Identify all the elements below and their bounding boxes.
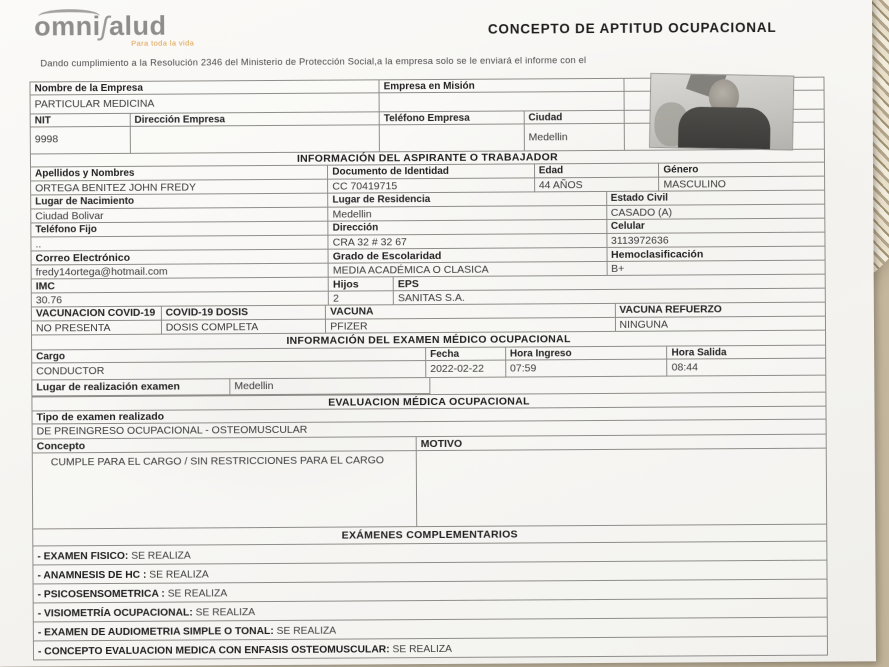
motivo-label: MOTIVO: [420, 437, 463, 451]
cargo-label: Cargo: [32, 348, 426, 362]
vacunacion-covid-value: NO PRESENTA: [32, 321, 162, 335]
lugar-examen-label: Lugar de realización examen: [32, 379, 230, 395]
telefono-fijo-label: Teléfono Fijo: [31, 222, 328, 237]
nit-label: NIT: [31, 114, 131, 127]
hijos-value: 2: [329, 291, 394, 304]
photo-shoulders: [678, 106, 771, 150]
estado-civil-value: CASADO (A): [610, 206, 673, 219]
tipo-examen-label: Tipo de examen realizado: [36, 410, 165, 424]
lugar-examen-value: Medellin: [230, 378, 430, 394]
residencia-value: Medellin: [329, 206, 607, 221]
comp-label: - EXAMEN FISICO:: [37, 550, 129, 563]
logo-s: ʃ: [100, 10, 110, 42]
ciudad-value: Medellin: [524, 124, 624, 151]
imc-value: 30.76: [32, 292, 329, 307]
nit-value: 9998: [31, 127, 131, 154]
vacuna-refuerzo-value: NINGUNA: [619, 318, 668, 331]
section-aspirante: INFORMACIÓN DEL ASPIRANTE O TRABAJADOR: [31, 150, 824, 168]
comp-label: - VISIOMETRÍA OCUPACIONAL:: [37, 607, 193, 620]
apellidos-label: Apellidos y Nombres: [31, 166, 328, 181]
documento-value: CC 70419715: [328, 178, 535, 192]
residencia-label: Lugar de Residencia: [328, 192, 606, 207]
direccion-empresa-label: Dirección Empresa: [130, 112, 379, 126]
nacimiento-label: Lugar de Nacimiento: [31, 194, 328, 209]
estado-civil-label: Estado Civil: [610, 192, 669, 204]
hijos-label: Hijos: [329, 277, 394, 290]
celular-label: Celular: [610, 220, 645, 232]
hemoclasificacion-label: Hemoclasificación: [611, 248, 704, 261]
omnisalud-logo: [34, 12, 204, 48]
imc-label: IMC: [32, 278, 329, 293]
fecha-value: 2022-02-22: [426, 361, 506, 377]
hora-salida-label: Hora Salida: [671, 347, 727, 359]
comp-label: - ANAMNESIS DE HC :: [37, 569, 147, 582]
worker-photo: [649, 73, 794, 151]
genero-value: MASCULINO: [663, 178, 726, 191]
comp-value: SE REALIZA: [192, 607, 256, 619]
tipo-examen-value: DE PREINGRESO OCUPACIONAL - OSTEOMUSCULAR: [36, 423, 308, 438]
section-examen-medico: INFORMACIÓN DEL EXAMEN MÉDICO OCUPACIONAL: [32, 331, 825, 351]
document-title: CONCEPTO DE APTITUD OCUPACIONAL: [487, 19, 777, 37]
vacunacion-covid-label: VACUNACION COVID-19: [32, 307, 162, 321]
celular-value: 3113972636: [610, 234, 669, 247]
section-evaluacion-medica: EVALUACION MÉDICA OCUPACIONAL: [32, 392, 825, 412]
eps-value: SANITAS S.A.: [397, 291, 465, 305]
motivo-value: [417, 449, 826, 526]
comp-value: SE REALIZA: [128, 550, 191, 562]
empresa-mision-value: [380, 92, 624, 111]
hora-ingreso-label: Hora Ingreso: [506, 347, 668, 360]
form-table: [29, 77, 828, 661]
covid-dosis-label: COVID-19 DOSIS: [162, 306, 327, 320]
vacuna-label: VACUNA: [326, 304, 615, 319]
vacuna-value: PFIZER: [326, 318, 615, 333]
comp-label: - PSICOSENSOMETRICA :: [37, 588, 165, 601]
hora-ingreso-value: 07:59: [506, 360, 668, 377]
empresa-mision-label: Empresa en Misión: [380, 79, 624, 92]
telefono-fijo-value: ..: [31, 236, 328, 251]
row-concepto-values: [33, 449, 826, 530]
compliance-note: Dando cumplimiento a la Resolución 2346 del Ministerio de Protección Social,a la empresa solo se le enviará el informe con el: [40, 55, 587, 69]
comp-value: SE REALIZA: [164, 588, 228, 600]
escolaridad-label: Grado de Escolaridad: [329, 248, 607, 263]
hora-salida-value: 08:44: [671, 361, 698, 374]
nombre-empresa-label: Nombre de la Empresa: [30, 80, 379, 94]
escolaridad-value: MEDIA ACADÉMICA O CLASICA: [329, 262, 607, 277]
apellidos-value: ORTEGA BENITEZ JOHN FREDY: [31, 180, 328, 195]
vacuna-refuerzo-label: VACUNA REFUERZO: [619, 304, 722, 316]
comp-value: SE REALIZA: [389, 643, 453, 656]
concepto-label: Concepto: [33, 437, 417, 452]
fecha-label: Fecha: [426, 348, 506, 360]
direccion-label: Dirección: [329, 220, 607, 235]
eps-label: EPS: [397, 278, 419, 291]
edad-label: Edad: [535, 164, 660, 178]
covid-dosis-value: DOSIS COMPLETA: [162, 320, 327, 334]
logo-tagline: Para toda la vida: [131, 38, 195, 48]
logo-alud: alud: [108, 10, 167, 41]
correo-label: Correo Electrónico: [32, 250, 329, 265]
comp-label: - CONCEPTO EVALUACION MEDICA CON ENFASIS OSTEOMUSCULAR:: [37, 644, 390, 658]
ciudad-label: Ciudad: [524, 111, 624, 124]
direccion-empresa-value: [131, 125, 381, 153]
telefono-empresa-value: [380, 124, 525, 151]
documento-label: Documento de Identidad: [328, 164, 535, 178]
cargo-value: CONDUCTOR: [32, 361, 426, 379]
comp-label: - EXAMEN DE AUDIOMETRIA SIMPLE O TONAL:: [37, 625, 274, 639]
concepto-value: CUMPLE PARA EL CARGO / SIN RESTRICCIONES PARA EL CARGO: [33, 451, 417, 528]
hemoclasificacion-value: B+: [611, 262, 625, 275]
genero-label: Género: [663, 164, 699, 176]
direccion-value: CRA 32 # 32 67: [329, 234, 607, 249]
logo-omni: omni: [34, 11, 101, 42]
section-examenes-complementarios: EXÁMENES COMPLEMENTARIOS: [33, 525, 826, 547]
comp-row-concepto-osteomuscular: [34, 637, 827, 661]
comp-value: SE REALIZA: [273, 625, 337, 637]
telefono-empresa-label: Teléfono Empresa: [380, 111, 525, 124]
edad-value: 44 AÑOS: [535, 178, 660, 192]
correo-value: fredy14ortega@hotmail.com: [32, 264, 329, 279]
nombre-empresa-value: PARTICULAR MEDICINA: [31, 93, 380, 113]
comp-value: SE REALIZA: [146, 569, 209, 581]
nacimiento-value: Ciudad Bolivar: [31, 208, 328, 223]
